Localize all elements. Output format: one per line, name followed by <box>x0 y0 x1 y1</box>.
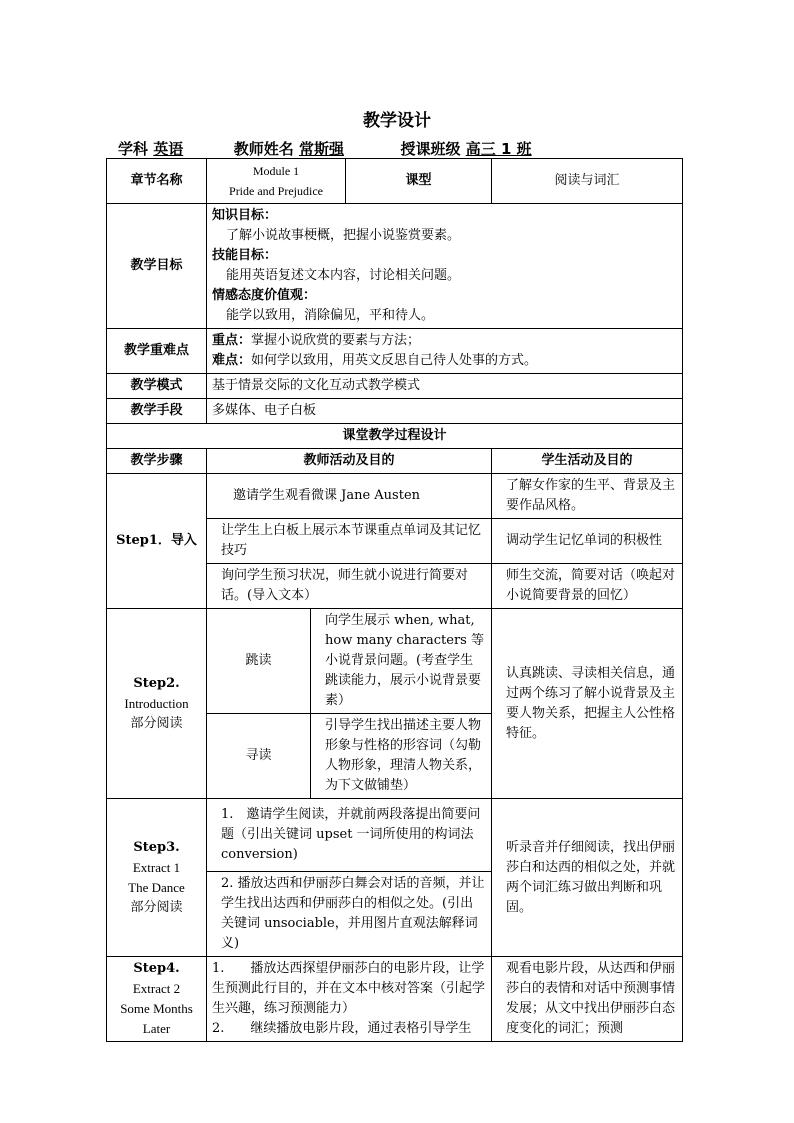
step2-sub-scan: 寻读 <box>207 714 311 799</box>
means-value: 多媒体、电子白板 <box>207 399 683 424</box>
step3-subtitle: The Dance <box>128 879 185 895</box>
means-row <box>107 399 683 424</box>
key-label: 教学重难点 <box>107 329 207 374</box>
step1-student-2: 调动学生记忆单词的积极性 <box>492 519 683 564</box>
step4-teacher-2: 2. 继续播放电影片段，通过表格引导学生 <box>212 1021 472 1036</box>
col-student-header: 学生活动及目的 <box>492 449 683 474</box>
header-meta <box>118 138 532 159</box>
type-label: 课型 <box>346 159 492 204</box>
goal-knowledge-text: 了解小说故事梗概，把握小说鉴赏要素。 <box>226 228 461 243</box>
step4-student: 观看电影片段，从达西和伊丽莎白的表情和对话中预测事情发展；从文中找出伊丽莎白态度变化的词汇；预测 <box>492 957 683 1042</box>
step1-teacher-3: 询问学生预习状况，师生就小说进行简要对话。(导入文本） <box>207 564 492 609</box>
step3-extract: Extract 1 <box>132 859 181 875</box>
key-points-row <box>107 329 683 374</box>
step4-extract: Extract 2 <box>132 981 181 996</box>
teacher-value: 常斯强 <box>298 140 344 158</box>
step3-row-1 <box>107 799 683 872</box>
step1-row-1 <box>107 474 683 519</box>
step2-title: Step2. <box>133 675 180 691</box>
mode-label: 教学模式 <box>107 374 207 399</box>
goals-label: 教学目标 <box>107 204 207 329</box>
step4-teacher-1: 1. 播放达西探望伊丽莎白的电影片段，让学生预测此行目的，并在文本中核对答案（引起学生兴趣，练习预测能力） <box>212 961 486 1016</box>
step3-student: 听录音并仔细阅读，找出伊丽莎白和达西的相似之处，并就两个词汇练习做出判断和巩固。 <box>492 799 683 957</box>
goal-knowledge-title: 知识目标： <box>212 208 278 223</box>
step2-sub-skim: 跳读 <box>207 609 311 714</box>
goal-emotion-text: 能学以致用，消除偏见，平和待人。 <box>226 308 435 323</box>
process-title-row <box>107 424 683 449</box>
step4-later: Later <box>142 1021 171 1036</box>
step4-name <box>107 957 207 1042</box>
subject-value: 英语 <box>153 140 184 158</box>
col-step-header: 教学步骤 <box>107 449 207 474</box>
chapter-name: Pride and Prejudice <box>229 184 323 198</box>
step4-title: Step4. <box>133 961 180 976</box>
mode-row <box>107 374 683 399</box>
step2-subtitle: Introduction <box>124 695 189 711</box>
class-value: 高三 1 班 <box>465 140 532 158</box>
key-point-text: 掌握小说欣赏的要素与方法； <box>251 333 421 348</box>
step1-name: Step1．导入 <box>107 474 207 609</box>
step2-part: 部分阅读 <box>130 715 183 731</box>
means-label: 教学手段 <box>107 399 207 424</box>
step1-teacher-2: 让学生上白板上展示本节课重点单词及其记忆技巧 <box>207 519 492 564</box>
chapter-row <box>107 159 683 204</box>
step3-name <box>107 799 207 957</box>
key-content <box>207 329 683 374</box>
step1-teacher-1: 邀请学生观看微课 Jane Austen <box>207 474 492 519</box>
step3-title: Step3. <box>133 839 180 855</box>
goal-emotion-title: 情感态度价值观： <box>212 288 317 303</box>
step2-row-1 <box>107 609 683 714</box>
step2-teacher-2: 引导学生找出描述主要人物形象与性格的形容词（勾勒人物形象，理清人物关系，为下文做铺垫） <box>311 714 492 799</box>
step3-teacher-2: 2. 播放达西和伊丽莎白舞会对话的音频，并让学生找出达西和伊丽莎白的相似之处。(引出关键词 unsociable，并用图片直观法解释词义) <box>207 872 492 957</box>
step3-part: 部分阅读 <box>130 899 183 915</box>
step2-teacher-1: 向学生展示 when, what, how many characters 等小说背景问题。(考查学生跳读能力，展示小说背景要素） <box>311 609 492 714</box>
difficult-text: 如何学以致用，用英文反思自己待人处事的方式。 <box>251 353 538 368</box>
goals-content <box>207 204 683 329</box>
step4-teacher <box>207 957 492 1042</box>
step4-subtitle: Some Months <box>120 1001 193 1016</box>
process-header-row <box>107 449 683 474</box>
difficult-title: 难点： <box>212 353 252 368</box>
mode-value: 基于情景交际的文化互动式教学模式 <box>207 374 683 399</box>
chapter-module: Module 1 <box>252 164 300 178</box>
process-title: 课堂教学过程设计 <box>107 424 683 449</box>
class-label: 授课班级 <box>400 140 461 158</box>
goal-skill-text: 能用英语复述文本内容，讨论相关问题。 <box>226 268 461 283</box>
lesson-plan-table <box>106 158 683 1042</box>
step3-teacher-1: 1. 邀请学生阅读，并就前两段落提出简要问题（引出关键词 upset 一词所使用的构词法 conversion) <box>207 799 492 872</box>
chapter-value <box>207 159 346 204</box>
goal-skill-title: 技能目标： <box>212 248 278 263</box>
step4-row <box>107 957 683 1042</box>
step1-student-1: 了解女作家的生平、背景及主要作品风格。 <box>492 474 683 519</box>
step1-student-3: 师生交流，简要对话（唤起对小说简要背景的回忆） <box>492 564 683 609</box>
col-teacher-header: 教师活动及目的 <box>207 449 492 474</box>
goals-row <box>107 204 683 329</box>
step2-student: 认真跳读、寻读相关信息，通过两个练习了解小说背景及主要人物关系，把握主人公性格特征。 <box>492 609 683 799</box>
type-value: 阅读与词汇 <box>492 159 683 204</box>
subject-label: 学科 <box>118 140 149 158</box>
step2-name <box>107 609 207 799</box>
teacher-label: 教师姓名 <box>233 140 294 158</box>
chapter-label: 章节名称 <box>107 159 207 204</box>
key-point-title: 重点： <box>212 333 252 348</box>
document-title: 教学设计 <box>363 111 431 131</box>
